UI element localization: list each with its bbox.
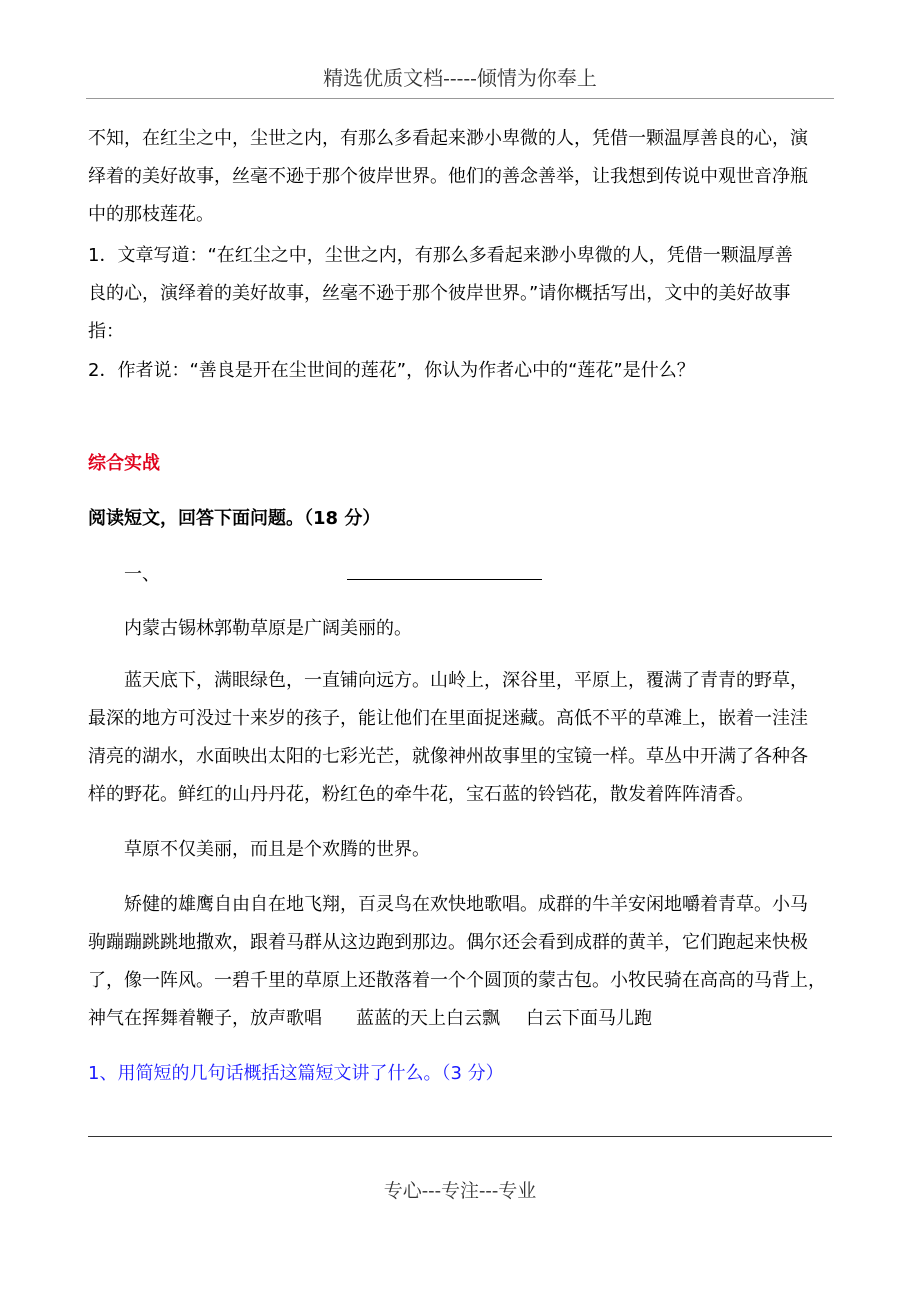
section-instruction: 阅读短文，回答下面问题。（18 分） (88, 508, 381, 529)
header-divider (86, 98, 834, 99)
page-header: 精选优质文档-----倾情为你奉上 (323, 66, 597, 90)
intro-line-1: 不知，在红尘之中，尘世之内，有那么多看起来渺小卑微的人，凭借一颗温厚善良的心，演 (88, 128, 808, 149)
footer-divider (88, 1136, 832, 1137)
passage-paragraph-2-line-4: 样的野花。鲜红的山丹丹花，粉红色的牵牛花，宝石蓝的铃铛花，散发着阵阵清香。 (88, 784, 754, 805)
question-1-line-3: 指： (88, 321, 124, 342)
passage-line-4-part-a: 神气在挥舞着鞭子，放声歌唱 (88, 1008, 322, 1029)
part-label: 一、 (124, 564, 160, 585)
passage-paragraph-4-line-1: 矫健的雄鹰自由自在地飞翔，百灵鸟在欢快地歌唱。成群的牛羊安闲地嚼着青草。小马 (124, 894, 808, 915)
passage-line-4-part-c: 白云下面马儿跑 (526, 1008, 652, 1029)
task-question-1: 1、用简短的几句话概括这篇短文讲了什么。（3 分） (88, 1063, 504, 1084)
section-heading: 综合实战 (88, 453, 160, 474)
question-1-line-1: 1．文章写道：“在红尘之中，尘世之内，有那么多看起来渺小卑微的人，凭借一颗温厚善 (88, 245, 793, 266)
passage-paragraph-2-line-2: 最深的地方可没过十来岁的孩子，能让他们在里面捉迷藏。高低不平的草滩上，嵌着一洼洼 (88, 708, 808, 729)
passage-paragraph-4-line-4 (88, 1000, 838, 1038)
question-1-line-2: 良的心，演绎着的美好故事，丝毫不逊于那个彼岸世界。”请你概括写出，文中的美好故事 (88, 283, 791, 304)
passage-paragraph-4-line-3: 了，像一阵风。一碧千里的草原上还散落着一个个圆顶的蒙古包。小牧民骑在高高的马背上， (88, 970, 826, 991)
intro-line-3: 中的那枝莲花。 (88, 204, 214, 225)
passage-line-4-part-b: 蓝蓝的天上白云飘 (356, 1008, 500, 1029)
passage-paragraph-1: 内蒙古锡林郭勒草原是广阔美丽的。 (124, 618, 412, 639)
passage-paragraph-3: 草原不仅美丽，而且是个欢腾的世界。 (124, 839, 430, 860)
passage-paragraph-2-line-3: 清亮的湖水，水面映出太阳的七彩光芒，就像神州故事里的宝镜一样。草丛中开满了各种各 (88, 746, 808, 767)
intro-line-2: 绎着的美好故事，丝毫不逊于那个彼岸世界。他们的善念善举，让我想到传说中观世音净瓶 (88, 166, 808, 187)
passage-paragraph-4-line-2: 驹蹦蹦跳跳地撒欢，跟着马群从这边跑到那边。偶尔还会看到成群的黄羊，它们跑起来快极 (88, 932, 808, 953)
passage-paragraph-2-line-1: 蓝天底下，满眼绿色，一直铺向远方。山岭上，深谷里，平原上，覆满了青青的野草， (124, 670, 808, 691)
question-2: 2．作者说：“善良是开在尘世间的莲花”，你认为作者心中的“莲花”是什么？ (88, 360, 695, 381)
title-blank-line (347, 579, 542, 580)
page-footer: 专心---专注---专业 (383, 1180, 537, 1202)
